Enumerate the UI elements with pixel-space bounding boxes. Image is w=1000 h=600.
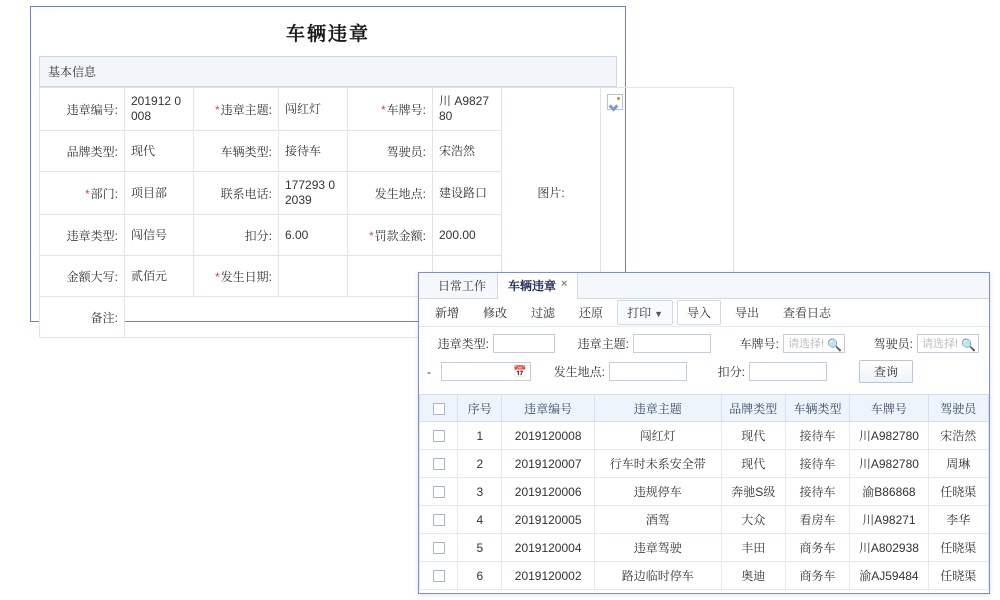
table-row[interactable]	[420, 534, 989, 562]
row-index: 3	[458, 478, 502, 506]
print-button[interactable]: 打印 ▼	[617, 300, 673, 325]
required-mark: *	[214, 102, 220, 117]
violation-type-value: 闯信号	[125, 215, 194, 256]
dept-label: *部门:	[40, 172, 125, 215]
search-icon[interactable]: 🔍	[827, 338, 842, 352]
close-icon[interactable]: ×	[561, 278, 568, 290]
vehicle-type-label: 车辆类型:	[194, 131, 279, 172]
column-header-code[interactable]: 违章编号	[502, 395, 594, 422]
phone-label: 联系电话:	[194, 172, 279, 215]
import-button[interactable]: 导入	[677, 300, 721, 325]
row-plate-link[interactable]: 渝AJ59484	[850, 562, 928, 590]
violation-code-label: 违章编号:	[40, 88, 125, 131]
row-code-link[interactable]: 2019120002	[502, 562, 594, 590]
row-index: 1	[458, 422, 502, 450]
column-header-subject[interactable]: 违章主题	[594, 395, 721, 422]
brand-value: 现代	[125, 131, 194, 172]
points-label: 扣分:	[194, 215, 279, 256]
row-brand: 大众	[721, 506, 785, 534]
required-mark: *	[84, 186, 90, 201]
row-plate-link[interactable]: 川A98271	[850, 506, 928, 534]
row-plate-link[interactable]: 川A982780	[850, 422, 928, 450]
checkbox[interactable]	[433, 514, 445, 526]
dept-value: 项目部	[125, 172, 194, 215]
restore-button[interactable]: 还原	[569, 300, 613, 325]
row-driver-link[interactable]: 李华	[928, 506, 988, 534]
violation-table	[419, 394, 989, 590]
row-index: 6	[458, 562, 502, 590]
driver-value: 宋浩然	[433, 131, 502, 172]
checkbox[interactable]	[433, 430, 445, 442]
image-placeholder-icon	[607, 94, 623, 110]
row-checkbox-cell[interactable]	[420, 506, 458, 534]
row-code-link[interactable]: 2019120004	[502, 534, 594, 562]
checkbox[interactable]	[433, 403, 445, 415]
filter-violation-type-input[interactable]	[493, 334, 555, 353]
violation-list-window	[418, 272, 990, 594]
calendar-icon[interactable]: 📅	[513, 366, 527, 378]
fine-value: 200.00	[433, 215, 502, 256]
violation-subject-label: *违章主题:	[194, 88, 279, 131]
picture-thumbnail	[601, 88, 734, 297]
row-vehicle-type: 商务车	[785, 534, 849, 562]
row-driver-link[interactable]: 周琳	[928, 450, 988, 478]
row-brand: 奥迪	[721, 562, 785, 590]
checkbox[interactable]	[433, 542, 445, 554]
amount-cn-label: 金额大写:	[40, 256, 125, 297]
export-button[interactable]: 导出	[725, 300, 769, 325]
column-header-driver[interactable]: 驾驶员	[928, 395, 988, 422]
row-subject-link[interactable]: 行车时未系安全带	[594, 450, 721, 478]
row-code-link[interactable]: 2019120007	[502, 450, 594, 478]
row-subject-link[interactable]: 闯红灯	[594, 422, 721, 450]
violation-type-label: 违章类型:	[40, 215, 125, 256]
page-title: 车辆违章	[285, 24, 370, 45]
table-row[interactable]	[420, 506, 989, 534]
chevron-down-icon: ▼	[654, 309, 663, 319]
row-subject-link[interactable]: 路边临时停车	[594, 562, 721, 590]
row-checkbox-cell[interactable]	[420, 422, 458, 450]
filter-points-input[interactable]	[749, 362, 827, 381]
row-driver-link[interactable]: 任晓渠	[928, 534, 988, 562]
filter-place-label: 发生地点:	[553, 365, 605, 379]
row-index: 4	[458, 506, 502, 534]
table-row[interactable]	[420, 478, 989, 506]
filter-row-1	[427, 334, 981, 353]
filter-points-label: 扣分:	[717, 365, 745, 379]
filter-button[interactable]: 过滤	[521, 300, 565, 325]
row-brand: 现代	[721, 422, 785, 450]
violation-code-value: 201912 0008	[125, 88, 194, 131]
row-code-link[interactable]: 2019120006	[502, 478, 594, 506]
row-checkbox-cell[interactable]	[420, 534, 458, 562]
fine-label: *罚款金额:	[348, 215, 433, 256]
row-driver-link[interactable]: 任晓渠	[928, 562, 988, 590]
tab-bar	[419, 273, 989, 299]
date-range-dash: -	[427, 364, 431, 379]
occur-date-value	[279, 256, 348, 297]
row-brand: 奔驰S级	[721, 478, 785, 506]
filter-plate-select[interactable]: 请选择! 🔍	[783, 334, 845, 353]
row-vehicle-type: 看房车	[785, 506, 849, 534]
view-log-button[interactable]: 查看日志	[773, 300, 841, 325]
checkbox[interactable]	[433, 458, 445, 470]
vehicle-type-value: 接待车	[279, 131, 348, 172]
row-plate-link[interactable]: 川A802938	[850, 534, 928, 562]
filter-violation-type-label: 违章类型:	[437, 337, 489, 351]
filter-bar	[419, 327, 989, 394]
place-label: 发生地点:	[348, 172, 433, 215]
table-row[interactable]	[420, 450, 989, 478]
occur-date-label: *发生日期:	[194, 256, 279, 297]
row-driver-link[interactable]: 任晓渠	[928, 478, 988, 506]
column-header-brand[interactable]: 品牌类型	[721, 395, 785, 422]
plate-value: 川 A982780	[433, 88, 502, 131]
place-value: 建设路口	[433, 172, 502, 215]
search-icon[interactable]: 🔍	[961, 338, 976, 352]
row-checkbox-cell[interactable]	[420, 478, 458, 506]
row-subject-link[interactable]: 违规停车	[594, 478, 721, 506]
row-code-link[interactable]: 2019120008	[502, 422, 594, 450]
toolbar	[419, 299, 989, 327]
row-vehicle-type: 接待车	[785, 478, 849, 506]
filter-date-input[interactable]	[441, 362, 531, 381]
checkbox[interactable]	[433, 570, 445, 582]
table-header-row	[420, 395, 989, 422]
required-mark: *	[368, 228, 374, 243]
filter-subject-label: 违章主题:	[577, 337, 629, 351]
checkbox[interactable]	[433, 486, 445, 498]
row-checkbox-cell[interactable]	[420, 450, 458, 478]
points-value: 6.00	[279, 215, 348, 256]
tab-daily-work[interactable]: 日常工作	[438, 279, 487, 293]
driver-label: 驾驶员:	[348, 131, 433, 172]
violation-subject-value: 闯红灯	[279, 88, 348, 131]
tab-vehicle-violation[interactable]: 车辆违章 ×	[497, 272, 578, 299]
filter-subject-input[interactable]	[633, 334, 711, 353]
column-header-vehicle-type[interactable]: 车辆类型	[785, 395, 849, 422]
required-mark: *	[380, 102, 386, 117]
table-row	[40, 88, 734, 131]
row-vehicle-type: 接待车	[785, 450, 849, 478]
edit-button[interactable]: 修改	[473, 300, 517, 325]
row-subject-link[interactable]: 酒驾	[594, 506, 721, 534]
remark-label: 备注:	[40, 297, 125, 338]
row-brand: 现代	[721, 450, 785, 478]
query-button[interactable]: 查询	[859, 360, 913, 383]
row-subject-link[interactable]: 违章驾驶	[594, 534, 721, 562]
row-plate-link[interactable]: 渝B86868	[850, 478, 928, 506]
filter-row-2	[427, 360, 981, 383]
row-brand: 丰田	[721, 534, 785, 562]
table-row[interactable]	[420, 562, 989, 590]
row-vehicle-type: 接待车	[785, 422, 849, 450]
plate-label: *车牌号:	[348, 88, 433, 131]
phone-value: 177293 02039	[279, 172, 348, 215]
add-button[interactable]: 新增	[425, 300, 469, 325]
filter-driver-select[interactable]: 请选择! 🔍	[917, 334, 979, 353]
filter-place-input[interactable]	[609, 362, 687, 381]
table-row[interactable]	[420, 422, 989, 450]
row-vehicle-type: 商务车	[785, 562, 849, 590]
filter-driver-label: 驾驶员:	[873, 337, 913, 351]
required-mark: *	[214, 269, 220, 284]
picture-label: 图片:	[502, 88, 601, 297]
filter-plate-label: 车牌号:	[739, 337, 779, 351]
row-index: 5	[458, 534, 502, 562]
row-index: 2	[458, 450, 502, 478]
row-driver-link[interactable]: 宋浩然	[928, 422, 988, 450]
amount-cn-value: 贰佰元	[125, 256, 194, 297]
column-header-plate[interactable]: 车牌号	[850, 395, 928, 422]
select-all-header[interactable]	[420, 395, 458, 422]
row-checkbox-cell[interactable]	[420, 562, 458, 590]
column-header-index[interactable]: 序号	[458, 395, 502, 422]
basic-info-section-header: 基本信息	[39, 56, 617, 87]
row-code-link[interactable]: 2019120005	[502, 506, 594, 534]
brand-label: 品牌类型:	[40, 131, 125, 172]
row-plate-link[interactable]: 川A982780	[850, 450, 928, 478]
